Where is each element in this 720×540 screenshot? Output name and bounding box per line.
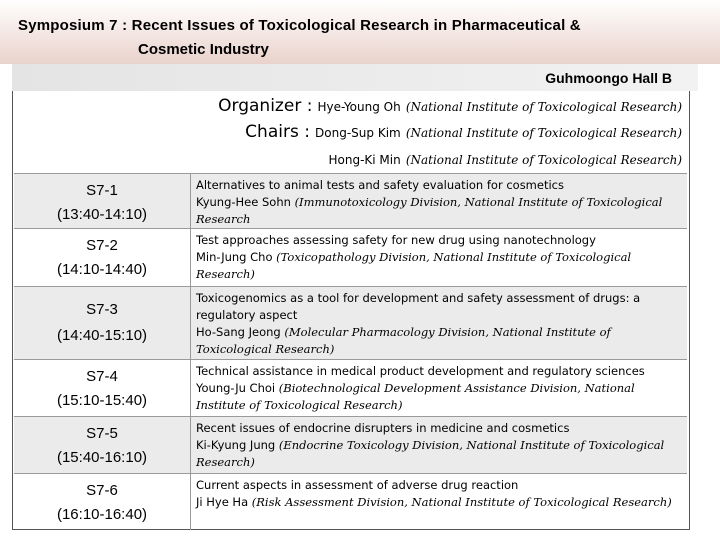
session-speaker: Young-Ju Choi bbox=[196, 381, 276, 395]
session-time: (16:10-16:40) bbox=[56, 506, 148, 523]
session-description bbox=[196, 420, 676, 471]
session-time: (14:10-14:40) bbox=[56, 261, 148, 278]
session-code: S7-2 bbox=[86, 237, 118, 254]
session-time: (15:40-16:10) bbox=[56, 449, 148, 466]
session-row bbox=[14, 473, 687, 530]
session-speaker: Ki-Kyung Jung bbox=[196, 438, 276, 452]
organizer-affiliation: (National Institute of Toxicological Research) bbox=[405, 100, 682, 114]
session-title: Alternatives to animal tests and safety evaluation for cosmetics bbox=[196, 178, 564, 192]
session-affiliation: (Toxicopathology Division, National Institute of Toxicological Research) bbox=[196, 250, 632, 281]
session-title: Current aspects in assessment of adverse drug reaction bbox=[196, 478, 519, 492]
chair-name: Hong-Ki Min bbox=[328, 153, 401, 167]
chairs-line-2 bbox=[328, 149, 682, 168]
chairs-line bbox=[245, 122, 682, 142]
column-divider bbox=[190, 229, 191, 287]
session-code: S7-4 bbox=[86, 368, 118, 385]
column-divider bbox=[190, 360, 191, 417]
session-time: (13:40-14:10) bbox=[56, 206, 148, 223]
session-description bbox=[196, 477, 676, 511]
chairs-label: Chairs : bbox=[245, 122, 310, 142]
chair-affiliation: (National Institute of Toxicological Research) bbox=[405, 153, 682, 167]
session-time: (15:10-15:40) bbox=[56, 392, 148, 409]
venue-label: Guhmoongo Hall B bbox=[545, 70, 672, 86]
session-speaker: Ho-Sang Jeong bbox=[196, 325, 281, 339]
session-code: S7-3 bbox=[86, 301, 118, 318]
session-time: (14:40-15:10) bbox=[56, 327, 148, 344]
organizer-label: Organizer : bbox=[218, 96, 313, 116]
session-row bbox=[14, 359, 687, 417]
page-title-continued: Cosmetic Industry bbox=[138, 41, 269, 58]
session-speaker: Kyung-Hee Sohn bbox=[196, 195, 291, 209]
column-divider bbox=[190, 417, 191, 474]
column-divider bbox=[190, 174, 191, 229]
organizer-line bbox=[218, 96, 682, 116]
session-affiliation: (Biotechnological Development Assistance Division, National Institute of Toxicological Research) bbox=[196, 381, 635, 412]
page-title: Symposium 7 : Recent Issues of Toxicological Research in Pharmaceutical & bbox=[18, 17, 581, 34]
session-description bbox=[196, 177, 676, 228]
session-code: S7-5 bbox=[86, 425, 118, 442]
session-affiliation: (Risk Assessment Division, National Institute of Toxicological Research) bbox=[251, 495, 672, 509]
session-title: Toxicogenomics as a tool for development and safety assessment of drugs: a regulatory aspect bbox=[196, 291, 641, 322]
session-affiliation: (Endocrine Toxicology Division, National Institute of Toxicological Research) bbox=[196, 438, 665, 469]
session-row bbox=[14, 173, 687, 229]
session-title: Technical assistance in medical product development and regulatory sciences bbox=[196, 364, 645, 378]
session-speaker: Ji Hye Ha bbox=[196, 495, 249, 509]
session-code: S7-1 bbox=[86, 182, 118, 199]
chair-name: Dong-Sup Kim bbox=[315, 126, 401, 140]
session-affiliation: (Molecular Pharmacology Division, National Institute of Toxicological Research) bbox=[196, 325, 611, 356]
session-code: S7-6 bbox=[86, 482, 118, 499]
session-speaker: Min-Jung Cho bbox=[196, 250, 273, 264]
venue-bar bbox=[12, 64, 698, 91]
organizer-name: Hye-Young Oh bbox=[317, 100, 401, 114]
column-divider bbox=[190, 474, 191, 530]
session-description bbox=[196, 363, 676, 414]
column-divider bbox=[190, 287, 191, 360]
session-description bbox=[196, 290, 676, 358]
chair-affiliation: (National Institute of Toxicological Research) bbox=[405, 126, 682, 140]
session-affiliation: (Immunotoxicology Division, National Institute of Toxicological Research bbox=[196, 195, 663, 226]
session-title: Test approaches assessing safety for new drug using nanotechnology bbox=[196, 233, 596, 247]
session-row bbox=[14, 416, 687, 474]
session-title: Recent issues of endocrine disrupters in medicine and cosmetics bbox=[196, 421, 570, 435]
session-row bbox=[14, 286, 687, 360]
session-description bbox=[196, 232, 676, 283]
session-row bbox=[14, 228, 687, 287]
